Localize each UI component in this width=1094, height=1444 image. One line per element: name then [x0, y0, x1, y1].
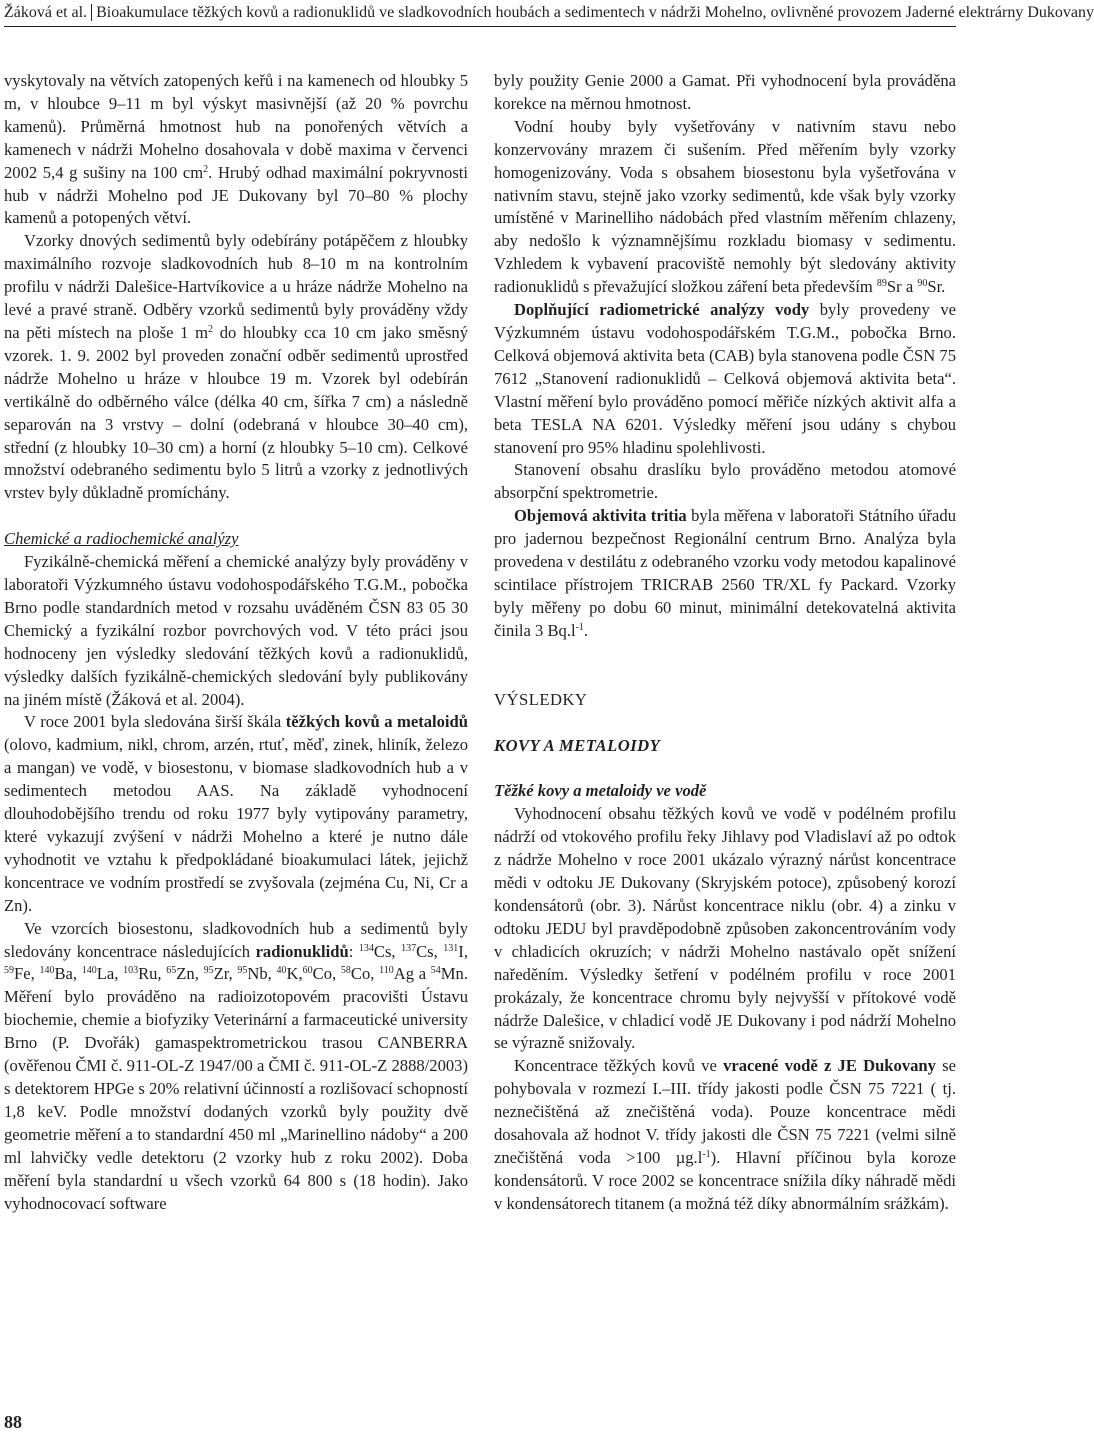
page-number: 88: [4, 1412, 22, 1432]
nuclide-mass-number: 60: [302, 965, 313, 977]
nuclide-symbol: Ba,: [54, 964, 82, 984]
nuclide-symbol: Ag a: [393, 964, 431, 984]
nuclide-mass-number: 95: [203, 965, 214, 977]
nuclide-mass-number: 58: [340, 965, 351, 977]
nuclide-symbol: Zr,: [213, 964, 238, 984]
nuclide-symbol: K,: [286, 964, 303, 984]
nuclide-mass-number: 95: [237, 965, 248, 977]
paragraph: Stanovení obsahu draslíku bylo prováděno metodou atomové absorpční spektrometrie.: [494, 460, 956, 503]
paragraph: Vodní houby byly vyšetřovány v nativním stavu nebo konzervovány mrazem či sušením. Před měřením byly vzorky homogenizovány. Voda s obsahem biosestonu byla vyšetřována v nativním stavu, stejně jako vzorky sedimentů, kde však byly vzorky umístěné v Marinelliho nádobách před vlastním měřením chlazeny, aby nedošlo k významnějšímu rozkladu biomasy v sedimentu. Vzhledem k vybavení pracoviště nemohly být sledovány aktivity radionuklidů s převažující složkou záření beta především $^{89}$Sr a $^{90}$Sr.: [494, 116, 956, 297]
nuclide-mass-number: 131: [443, 942, 459, 954]
nuclide-symbol: Mn.: [440, 964, 468, 984]
nuclide-symbol: Fe,: [14, 964, 40, 984]
nuclide-symbol: Ru,: [138, 964, 167, 984]
nuclide-symbol: Cs,: [416, 941, 444, 961]
paragraph: V roce 2001 byla sledována širší škála těžkých kovů a metaloidů (olovo, kadmium, nikl, chrom, arzén, rtuť, měď, zinek, hliník, železo a mangan) ve vodě, v biosestonu, v biomase sladkovodních hub a v sedimentech metodou AAS. Na základě vyhodnocení dlouhodobějšího trendu od roku 1977 byly vytipovány parametry, které vykazují zvýšení v nádrži Mohelno a které je nutno dále vyhodnotit ve vztahu k předpokládané bioakumulaci látek, jejichž koncentrace ve vodním prostředí se zvyšovala (zejména Cu, Ni, Cr a Zn).: [4, 712, 468, 915]
nuclide-symbol: Nb,: [247, 964, 277, 984]
nuclide-symbol: Cs,: [373, 941, 402, 961]
nuclide-symbol: Co,: [350, 964, 380, 984]
nuclide-mass-number: 110: [379, 965, 394, 977]
nuclide-symbol: Co,: [312, 964, 341, 984]
paragraph: vyskytovaly na větvích zatopených keřů i na kamenech od hloubky 5 m, v hloubce 9–11 m byl výskyt masivnější (až 20 % povrchu kamenů). Průměrná hmotnost hub na ponořených větvích a kamenech v nádrži Mohelno dosahovala v době maxima v červenci 2002 5,4 g sušiny na 100 $cm^2$. Hrubý odhad maximální pokryvnosti hub v nádrži Mohelno pod JE Dukovany byl 70–80 % plochy kamenů a potopených větví.: [4, 71, 468, 228]
paragraph: byly použity Genie 2000 a Gamat. Při vyhodnocení byla prováděna korekce na měrnou hmotnost.: [494, 71, 956, 113]
section-heading-results: VÝSLEDKY: [494, 689, 588, 709]
paragraph: Doplňující radiometrické analýzy vody byly provedeny ve Výzkumném ústavu vodohospodářském T.G.M., pobočka Brno. Celková objemová aktivita beta (CAB) byla stanovena podle ČSN 75 7612 „Stanovení radionuklidů – Celková objemová aktivita beta“. Vlastní měření bylo prováděno pomocí měřiče nízkých aktivit alfa a beta TESLA NA 6201. Výsledky měření jsou udány s chybou stanovení pro 95% hladinu spolehlivosti.: [494, 300, 956, 457]
header-rule: [4, 26, 956, 27]
running-header: [4, 3, 1094, 23]
nuclide-symbol: La,: [96, 964, 124, 984]
header-authors: Žáková et al.: [4, 4, 92, 21]
nuclide-mass-number: 59: [4, 965, 14, 977]
subsection-heading-water: Těžké kovy a metaloidy ve vodě: [494, 781, 707, 801]
section-heading-metals: KOVY A METALOIDY: [494, 735, 661, 755]
nuclide-mass-number: 140: [81, 965, 97, 977]
paragraph: Koncentrace těžkých kovů ve vracené vodě z JE Dukovany se pohybovala v rozmezí I.–III. třídy jakosti podle ČSN 75 7221 ( tj. neznečištěná až znečištěná voda). Pouze koncentrace mědi dosahovala až hodnot V. třídy jakosti dle ČSN 75 7221 (velmi silně znečištěná voda >100 $\mu g.l^{-1}$). Hlavní příčinou byla koroze kondensátorů. V roce 2002 se koncentrace snížila díky náhradě mědi v kondensátorech titanem (a možná též díky abnormálním srážkám).: [494, 1056, 956, 1213]
left-column: [4, 70, 468, 1215]
section-heading-chemical: Chemické a radiochemické analýzy: [4, 529, 239, 549]
nuclide-mass-number: 103: [123, 965, 139, 977]
nuclide-mass-number: 137: [401, 942, 417, 954]
nuclide-mass-number: 65: [166, 965, 177, 977]
header-title: Bioakumulace těžkých kovů a radionuklidů ve sladkovodních houbách a sedimentech v nádrži Mohelno, ovlivněné provozem Jaderné elektrárny Dukovany: [96, 4, 1094, 21]
nuclide-symbol: Zn,: [176, 964, 204, 984]
paragraph: Vzorky dnových sedimentů byly odebírány potápěčem z hloubky maximálního rozvoje sladkovodních hub 8–10 m na kontrolním profilu v nádrži Dalešice-Hartvíkovice a u hráze nádrže Mohelno na levé a pravé straně. Odběry vzorků sedimentů byly prováděny vždy na pěti místech na ploše 1 $m^2$ do hloubky cca 10 cm jako směsný vzorek. 1. 9. 2002 byl proveden zonační odběr sedimentů uprostřed nádrže Mohelno u hráze v hloubce 19 m. Vzorek byl odebírán vertikálně do odběrného válce (délka 40 cm, šířka 7 cm) a následně separován na 3 vrstvy – dolní (odebraná v hloubce 30–40 cm), střední (z hloubky 10–30 cm) a horní (z hloubky 5–10 cm). Celkové množství odebraného sedimentu bylo 5 litrů a vzorky z jednotlivých vrstev byly důkladně promíchány.: [4, 231, 468, 503]
paragraph: Fyzikálně-chemická měření a chemické analýzy byly prováděny v laboratoři Výzkumného ústavu vodohospodářského T.G.M., pobočka Brno podle standardních metod v rozsahu uváděném ČSN 83 05 30 Chemický a fyzikální rozbor povrchových vod. V této práci jsou hodnoceny jen výsledky sledování těžkých kovů a radionuklidů, výsledky dalších fyzikálně-chemických sledování byly publikovány na jiném místě (Žáková et al. 2004).: [4, 552, 468, 709]
nuclide-mass-number: 140: [39, 965, 55, 977]
nuclide-symbol: I,: [458, 941, 468, 961]
paragraph: Ve vzorcích biosestonu, sladkovodních hub a sedimentů byly sledovány koncentrace následujících radionuklidů: $^{134}$Cs, $^{137}$Cs, $^{131}$I, $^{59}$Fe, $^{140}$Ba, $^{140}$La, $^{103}$Ru, $^{65}$Zn, $^{95}$Zr, $^{95}$Nb, $^{40}$K,$^{60}$Co, $^{58}$Co, $^{110}$Ag a $^{54}$Mn. Měření bylo prováděno na radioizotopovém pracovišti Ústavu biochemie, chemie a biofyziky Veterinární a farmaceutické university Brno (P. Dvořák) gamaspektrometrickou trasou CANBERRA (ověřenou ČMI č. 911-OL-Z 1947/00 a ČMI č. 911-OL-Z 2888/2003) s detektorem HPGe s 20% relativní účinností a rozlišovací schopností 1,8 keV. Podle množství dodaných vzorků byly použity dvě geometrie měření a to standardní 450 ml „Marinellino nádoby“ a 200 ml lahvičky vedle detektoru (2 vzorky hub z roku 2002). Doba měření byla standardní u všech vzorků 64 800 s (18 hodin). Jako vyhodnocovací software: [4, 918, 468, 1213]
paragraph: Vyhodnocení obsahu těžkých kovů ve vodě v podélném profilu nádrží od vtokového profilu řeky Jihlavy pod Vladislaví až po odtok z nádrže Mohelno v roce 2001 ukázalo výrazný nárůst koncentrace mědi v odtoku JE Dukovany (Skryjském potoce), způsobený korozí kondensátorů (obr. 3). Nárůst koncentrace niklu (obr. 4) a zinku v odtoku JEDU byl pravděpodobně způsoben zakoncentrováním vody v chladicích okruzích; v nádrži Mohelno nastávalo opět snížení naředěním. Výsledky šetření v podélném profilu v roce 2001 prokázaly, že koncentrace chromu byly nejvyšší v přítokové vodě nádrže Dalešice, v chladicí vodě JE Dukovany i pod nádrží Mohelno se výrazně snižovaly.: [494, 804, 956, 1053]
right-column: [494, 70, 956, 1216]
nuclide-mass-number: 134: [358, 942, 374, 954]
nuclide-mass-number: 40: [276, 965, 287, 977]
nuclide-mass-number: 54: [430, 965, 441, 977]
paragraph: Objemová aktivita tritia byla měřena v laboratoři Státního úřadu pro jadernou bezpečnost Regionální centrum Brno. Analýza byla provedena v destilátu z odebraného vzorku vody metodou kapalinové scintilace přístrojem TRICRAB 2560 TR/XL fy Packard. Vzorky byly měřeny po dobu 60 minut, minimální detekovatelná aktivita činila 3 $Bq.l^{-1}$.: [494, 506, 956, 640]
